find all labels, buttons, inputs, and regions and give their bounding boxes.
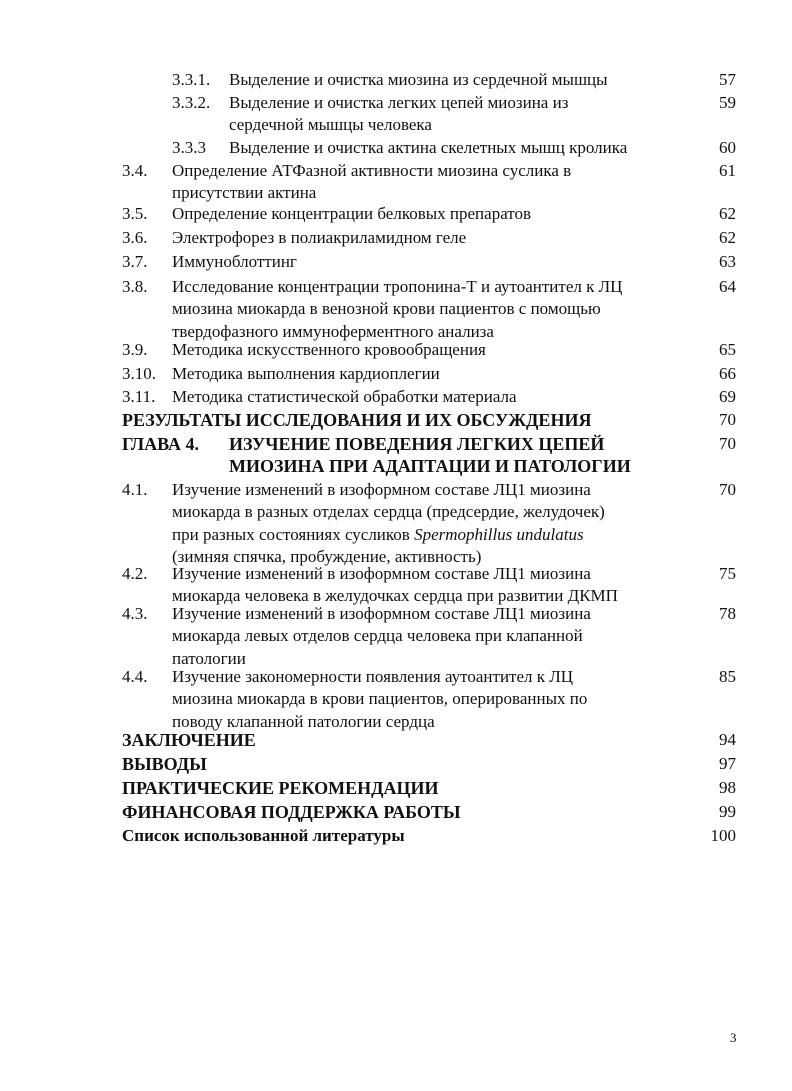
entry-title: ЗАКЛЮЧЕНИЕ	[122, 730, 256, 750]
entry-number: 4.2.	[122, 564, 148, 583]
entry-title: Методика искусственного кровообращения	[172, 340, 486, 359]
entry-page: 66	[719, 364, 736, 383]
entry-title: Выделение и очистка миозина из сердечной мышцы	[229, 70, 608, 89]
entry-page: 64	[719, 277, 736, 296]
entry-title: Методика статистической обработки материала	[172, 387, 517, 406]
entry-title: РЕЗУЛЬТАТЫ ИССЛЕДОВАНИЯ И ИХ ОБСУЖДЕНИЯ	[122, 410, 592, 430]
entry-title: Изучение изменений в изоформном составе ЛЦ1 миозина миокарда в разных отделах сердца (предсердие, желудочек) при разных состояниях сусликов Spermophillus undulatus (зимняя спячка, пробуждение, активность)	[172, 480, 605, 567]
entry-title: Изучение изменений в изоформном составе ЛЦ1 миозина миокарда левых отделов сердца человека при клапанной патологии	[172, 604, 591, 668]
entry-page: 99	[719, 802, 736, 821]
entry-page: 63	[719, 252, 736, 271]
entry-title: Выделение и очистка актина скелетных мышц кролика	[229, 138, 628, 157]
entry-title: Определение АТФазной активности миозина суслика в присутствии актина	[172, 161, 572, 203]
entry-page: 62	[719, 204, 736, 223]
entry-page: 85	[719, 667, 736, 686]
entry-title: ФИНАНСОВАЯ ПОДДЕРЖКА РАБОТЫ	[122, 802, 461, 822]
entry-page: 94	[719, 730, 736, 749]
entry-page: 97	[719, 754, 736, 773]
entry-number: 3.3.1.	[172, 70, 211, 89]
entry-page: 69	[719, 387, 736, 406]
entry-number: 3.6.	[122, 228, 148, 247]
entry-number: 4.4.	[122, 667, 148, 686]
entry-number: 3.9.	[122, 340, 148, 359]
entry-page: 70	[719, 410, 736, 429]
entry-page: 57	[719, 70, 736, 89]
entry-title: Исследование концентрации тропонина-Т и аутоантител к ЛЦ миозина миокарда в венозной крови пациентов с помощью твердофазного иммуноферментного анализа	[172, 277, 623, 341]
entry-title: Электрофорез в полиакриламидном геле	[172, 228, 467, 247]
entry-title: ВЫВОДЫ	[122, 754, 207, 774]
entry-title: Изучение закономерности появления аутоантител к ЛЦ миозина миокарда в крови пациентов, оперированных по поводу клапанной патологии сердца	[172, 667, 588, 731]
entry-title: ПРАКТИЧЕСКИЕ РЕКОМЕНДАЦИИ	[122, 778, 439, 798]
entry-number: 3.3.3	[172, 138, 206, 157]
entry-number: 4.1.	[122, 480, 148, 499]
entry-number: 3.5.	[122, 204, 148, 223]
entry-title: Выделение и очистка легких цепей миозина из сердечной мышцы человека	[229, 93, 569, 135]
entry-page: 62	[719, 228, 736, 247]
entry-page: 61	[719, 161, 736, 180]
entry-title: ИЗУЧЕНИЕ ПОВЕДЕНИЯ ЛЕГКИХ ЦЕПЕЙ МИОЗИНА ПРИ АДАПТАЦИИ И ПАТОЛОГИИ	[229, 434, 631, 477]
entry-title: Методика выполнения кардиоплегии	[172, 364, 440, 383]
entry-page: 100	[710, 826, 736, 845]
entry-page: 60	[719, 138, 736, 157]
entry-number: ГЛАВА 4.	[122, 434, 200, 454]
entry-number: 3.3.2.	[172, 93, 211, 112]
entry-number: 3.8.	[122, 277, 148, 296]
entry-number: 4.3.	[122, 604, 148, 623]
entry-title: Список использованной литературы	[122, 826, 405, 845]
entry-title: Определение концентрации белковых препаратов	[172, 204, 532, 223]
entry-page: 70	[719, 434, 736, 453]
entry-title: Изучение изменений в изоформном составе ЛЦ1 миозина миокарда человека в желудочках сердца при развитии ДКМП	[172, 564, 618, 606]
entry-page: 59	[719, 93, 736, 112]
entry-page: 70	[719, 480, 736, 499]
entry-page: 78	[719, 604, 736, 623]
species-name: Spermophillus undulatus	[414, 524, 584, 544]
entry-page: 75	[719, 564, 736, 583]
entry-number: 3.11.	[122, 387, 156, 406]
entry-number: 3.10.	[122, 364, 156, 383]
entry-title: Иммуноблоттинг	[172, 252, 297, 271]
entry-page: 65	[719, 340, 736, 359]
entry-number: 3.7.	[122, 252, 148, 271]
entry-page: 98	[719, 778, 736, 797]
page-number: 3	[730, 1030, 737, 1045]
entry-number: 3.4.	[122, 161, 148, 180]
